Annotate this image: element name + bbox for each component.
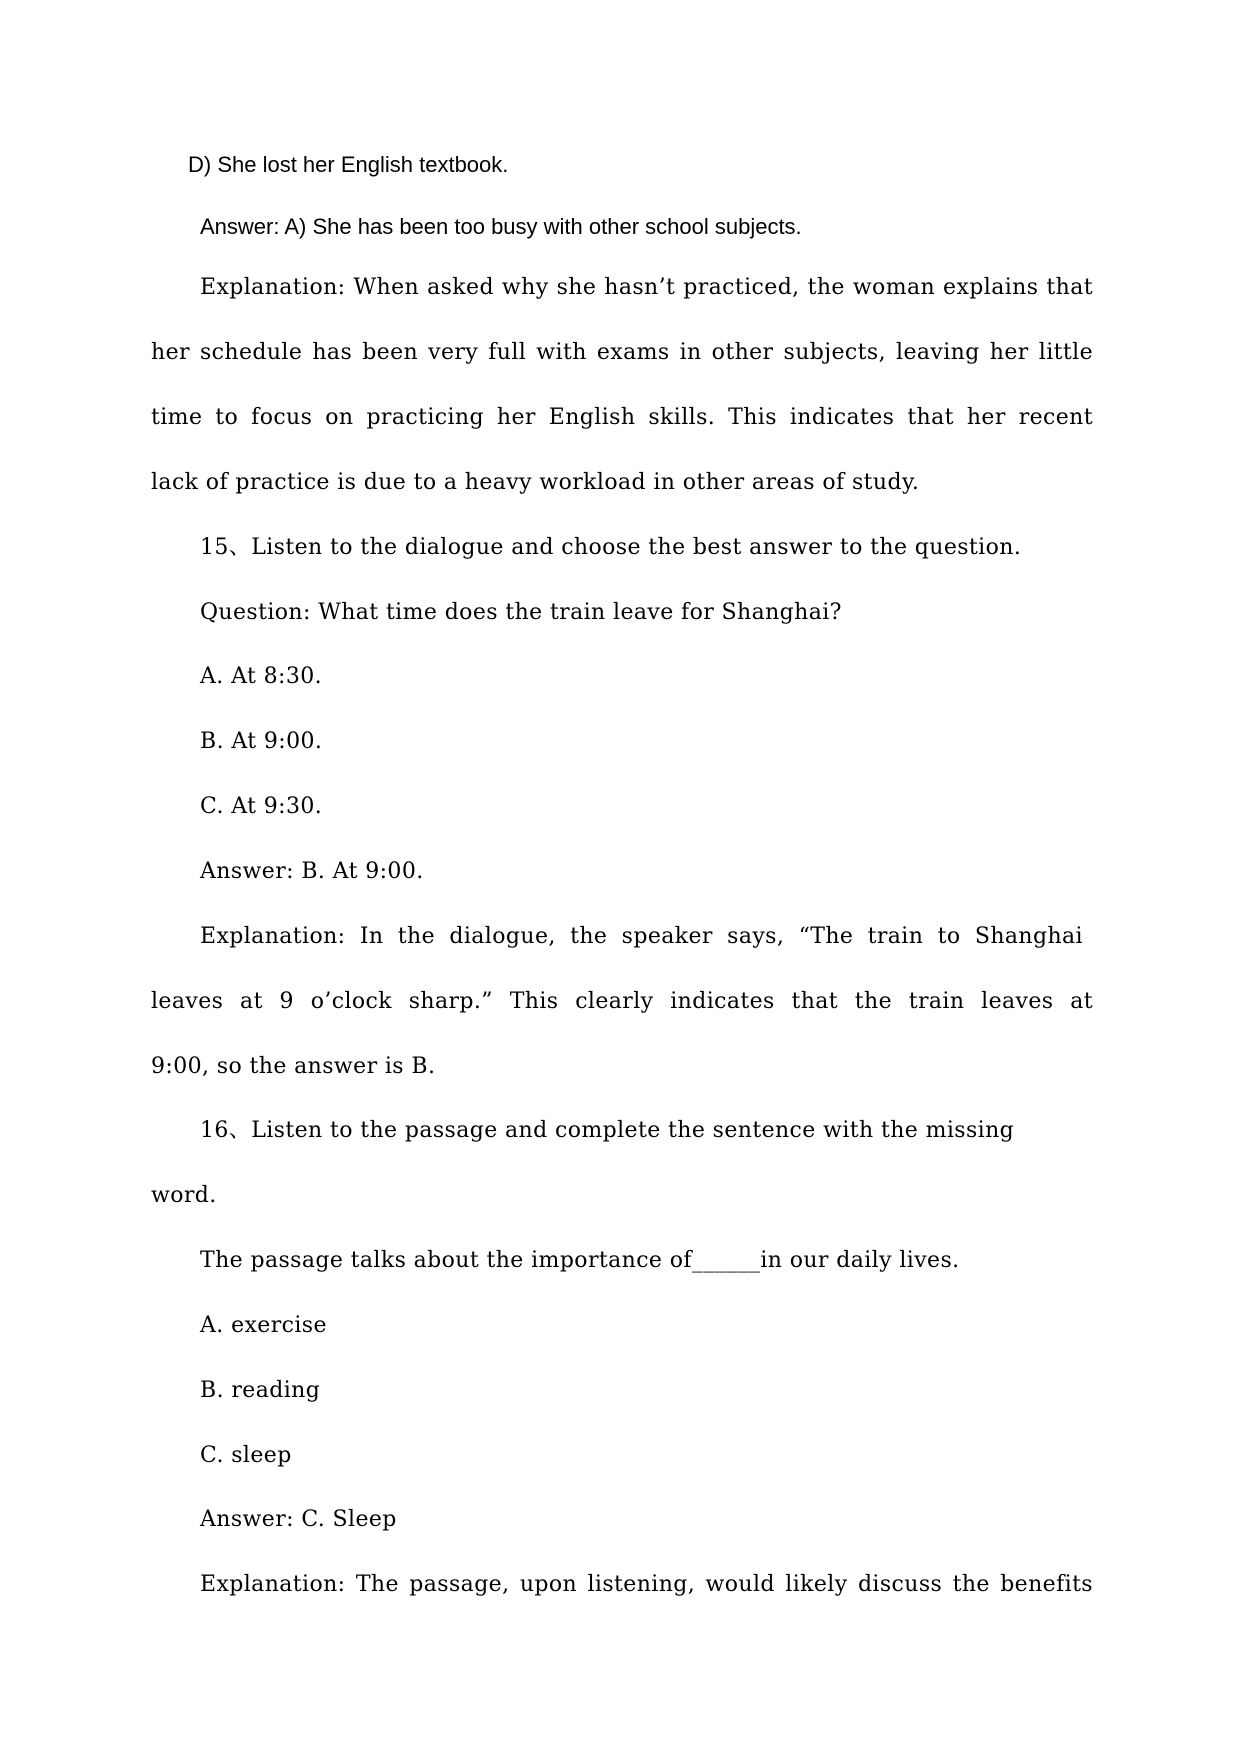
q16-answer: Answer: C. Sleep bbox=[200, 1507, 397, 1532]
q16-option-b: B. reading bbox=[200, 1378, 321, 1403]
q15-explanation-line-1: Explanation: In the dialogue, the speaker says, “The train to Shanghai bbox=[200, 924, 1083, 949]
prev-answer: Answer: A) She has been too busy with other school subjects. bbox=[200, 214, 802, 239]
q15-explanation-line-2: leaves at 9 o’clock sharp.” This clearly indicates that the train leaves at bbox=[151, 989, 1093, 1014]
prev-explanation-line-1: Explanation: When asked why she hasn’t practiced, the woman explains that bbox=[200, 275, 1093, 300]
prev-explanation-line-4: lack of practice is due to a heavy workload in other areas of study. bbox=[151, 470, 920, 495]
q15-option-b: B. At 9:00. bbox=[200, 729, 323, 754]
q16-prompt-line-1: 16、Listen to the passage and complete the sentence with the missing bbox=[200, 1118, 1015, 1143]
q15-explanation-line-3: 9:00, so the answer is B. bbox=[151, 1054, 436, 1079]
option-d: D) She lost her English textbook. bbox=[188, 152, 509, 177]
q16-sentence: The passage talks about the importance of______in our daily lives. bbox=[200, 1248, 960, 1273]
q16-explanation-line-1: Explanation: The passage, upon listening, would likely discuss the benefits bbox=[200, 1572, 1093, 1597]
q15-option-c: C. At 9:30. bbox=[200, 794, 323, 819]
q16-option-a: A. exercise bbox=[200, 1313, 327, 1338]
prev-explanation-line-3: time to focus on practicing her English skills. This indicates that her recent bbox=[151, 405, 1093, 430]
prev-explanation-line-2: her schedule has been very full with exams in other subjects, leaving her little bbox=[151, 340, 1093, 365]
q16-option-c: C. sleep bbox=[200, 1443, 292, 1468]
q15-option-a: A. At 8:30. bbox=[200, 664, 323, 689]
q15-question: Question: What time does the train leave for Shanghai? bbox=[200, 600, 842, 625]
q16-prompt-line-2: word. bbox=[151, 1183, 217, 1208]
q15-prompt: 15、Listen to the dialogue and choose the best answer to the question. bbox=[200, 535, 1022, 560]
q15-answer: Answer: B. At 9:00. bbox=[200, 859, 424, 884]
